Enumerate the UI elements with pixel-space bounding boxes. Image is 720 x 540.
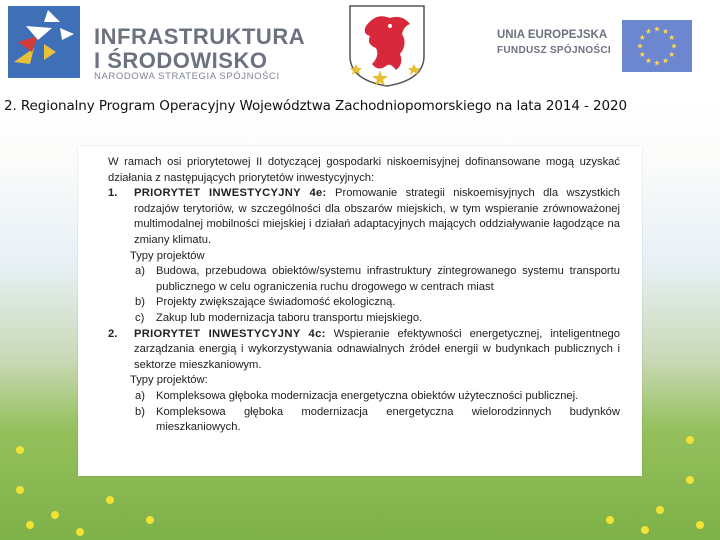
list-item bbox=[130, 311, 620, 327]
priority-2 bbox=[108, 327, 620, 374]
eu-flag-icon bbox=[622, 20, 692, 72]
item-letter: a) bbox=[135, 265, 145, 278]
item-text: Zakup lub modernizacja taboru transportu miejskiego. bbox=[156, 311, 423, 324]
list-item bbox=[130, 389, 620, 405]
dandelion-icon bbox=[641, 526, 649, 534]
dandelion-icon bbox=[26, 521, 34, 529]
eu-label bbox=[497, 28, 611, 58]
item-text: Budowa, przebudowa obiektów/systemu infrastruktury zintegrowanego systemu transportu publicznego w celu ograniczenia ruchu drogowego w centrach miast bbox=[156, 265, 620, 293]
dandelion-icon bbox=[106, 496, 114, 504]
priority-text: Wspieranie efektywności energetycznej, inteligentnego zarządzania energią i wykorzystywania odnawialnych źródeł energii w budynkach publicznych i sektorze mieszkaniowym. bbox=[134, 327, 620, 371]
logo-line-2: I ŚRODOWISKO bbox=[94, 48, 268, 73]
list-item bbox=[130, 405, 620, 436]
intro-paragraph: W ramach osi priorytetowej II dotyczącej gospodarki niskoemisyjnej dofinansowane mogą uzyskać działania z następujących priorytetów inwestycyjnych: bbox=[108, 156, 620, 184]
priority-number: 2. bbox=[108, 327, 118, 340]
coat-of-arms-griffin-icon bbox=[346, 4, 428, 88]
types-label: Typy projektów: bbox=[130, 374, 208, 387]
eu-line-2: FUNDUSZ SPÓJNOŚCI bbox=[497, 45, 612, 56]
eu-line-1: UNIA EUROPEJSKA bbox=[497, 29, 608, 41]
dandelion-icon bbox=[51, 511, 59, 519]
priority-heading: PRIORYTET INWESTYCYJNY 4c: bbox=[134, 327, 326, 340]
dandelion-icon bbox=[16, 446, 24, 454]
logo-line-1: INFRASTRUKTURA bbox=[94, 24, 306, 49]
item-letter: c) bbox=[135, 311, 145, 324]
priority-number: 1. bbox=[108, 187, 118, 200]
types-label: Typy projektów bbox=[130, 249, 205, 262]
item-letter: b) bbox=[135, 296, 145, 309]
item-letter: a) bbox=[135, 389, 145, 402]
document-scan bbox=[78, 146, 642, 476]
priority-heading: PRIORYTET INWESTYCYJNY 4e: bbox=[134, 187, 327, 200]
dandelion-icon bbox=[16, 486, 24, 494]
infrastruktura-logo-icon bbox=[8, 6, 80, 78]
item-text: Kompleksowa głęboka modernizacja energetyczna obiektów użyteczności publicznej. bbox=[156, 389, 579, 402]
dandelion-icon bbox=[686, 476, 694, 484]
dandelion-icon bbox=[146, 516, 154, 524]
dandelion-icon bbox=[76, 528, 84, 536]
dandelion-icon bbox=[686, 436, 694, 444]
item-text: Kompleksowa głęboka modernizacja energetyczna wielorodzinnych budynków mieszkaniowych. bbox=[156, 405, 620, 434]
infrastruktura-logo bbox=[8, 6, 306, 86]
logo-tagline: NARODOWA STRATEGIA SPÓJNOŚCI bbox=[94, 71, 280, 82]
priority-text: Promowanie strategii niskoemisyjnych dla wszystkich rodzajów terytoriów, w szczególności dla obszarów miejskich, w tym wspieranie zrównoważonej multimodalnej mobilności miejskiej i działań adaptacyjnych mających oddziaływanie łagodzące na zmiany klimatu. bbox=[134, 187, 620, 246]
list-item bbox=[130, 295, 620, 311]
item-letter: b) bbox=[135, 405, 145, 418]
dandelion-icon bbox=[656, 506, 664, 514]
priority-1 bbox=[108, 186, 620, 248]
dandelion-icon bbox=[606, 516, 614, 524]
list-item bbox=[130, 264, 620, 295]
page-title: 2. Regionalny Program Operacyjny Województwa Zachodniopomorskiego na lata 2014 - 2020 bbox=[4, 98, 627, 114]
dandelion-icon bbox=[696, 521, 704, 529]
item-text: Projekty zwiększające świadomość ekologiczną. bbox=[156, 296, 396, 309]
header bbox=[0, 0, 720, 95]
